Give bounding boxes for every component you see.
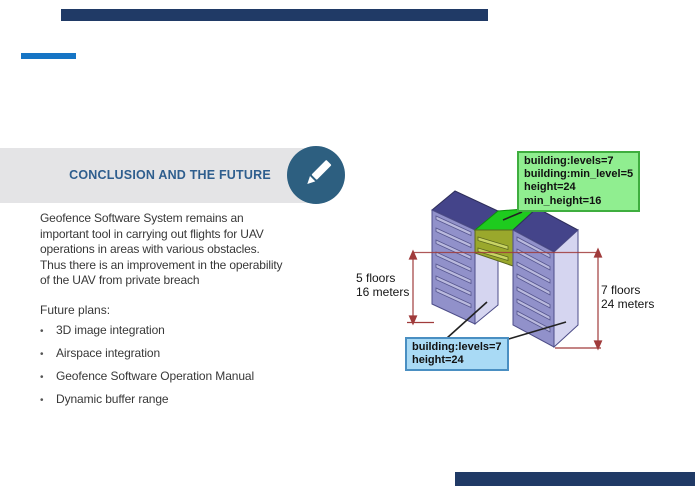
list-item <box>40 370 340 384</box>
pencil-icon-glyph <box>287 146 345 204</box>
title-banner <box>0 148 312 203</box>
annotation-line: building:levels=7 <box>524 155 614 167</box>
green-annotation-box <box>517 151 640 212</box>
floors-text: 7 floors <box>601 283 641 297</box>
annotation-line: height=24 <box>524 181 576 194</box>
blue-annotation-box <box>405 337 509 371</box>
accent-dash <box>21 53 76 59</box>
list-item <box>40 324 340 338</box>
bullet-icon: • <box>40 349 44 360</box>
meters-text: 16 meters <box>356 285 410 299</box>
future-plans-heading: Future plans: <box>40 303 111 317</box>
list-item <box>40 393 340 407</box>
right-dimension-label <box>601 283 654 311</box>
bottom-footer-bar <box>455 472 695 486</box>
floors-text: 5 floors <box>356 271 396 285</box>
list-item <box>40 347 340 361</box>
bullet-list <box>40 324 340 416</box>
bullet-label: 3D image integration <box>56 323 165 337</box>
bullet-label: Geofence Software Operation Manual <box>56 369 255 383</box>
body-paragraph: Geofence Software System remains an important tool in carrying out flights for UAV operations in areas with various obstacles. Thus there is an improvement in the operability of the UAV from private breach <box>40 211 283 287</box>
bullet-icon: • <box>40 372 44 383</box>
bullet-icon: • <box>40 326 44 337</box>
annotation-line: building:min_level=5 <box>524 168 634 181</box>
annotation-line: height=24 <box>412 354 464 367</box>
left-dimension-label <box>356 271 409 299</box>
pencil-icon <box>287 146 345 204</box>
annotation-line: building:levels=7 <box>412 341 502 353</box>
meters-text: 24 meters <box>601 297 655 311</box>
buildings-diagram <box>350 140 695 390</box>
annotation-line: min_height=16 <box>524 194 602 207</box>
top-title-bar <box>61 9 488 21</box>
page-title: CONCLUSION AND THE FUTURE <box>69 168 271 182</box>
bullet-label: Dynamic buffer range <box>56 392 169 406</box>
bullet-label: Airspace integration <box>56 346 161 360</box>
bullet-icon: • <box>40 395 44 406</box>
